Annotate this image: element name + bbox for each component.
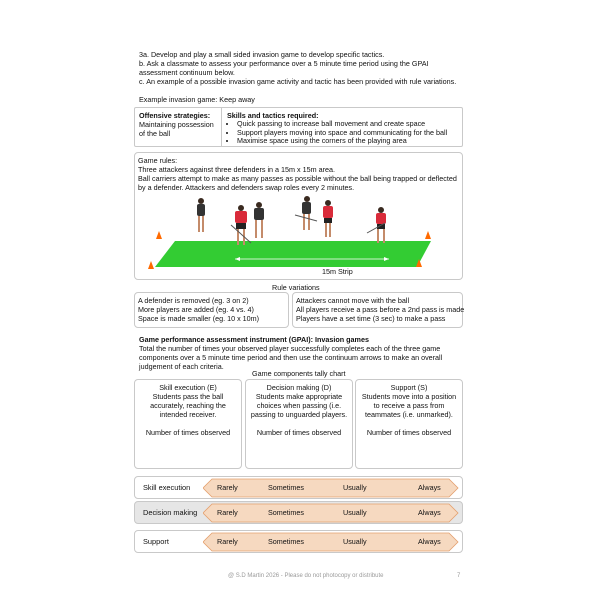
intro-line-c: c. An example of a possible invasion game activity and tactic has been provided with rule variations.: [139, 77, 457, 86]
level-always[interactable]: Always: [418, 537, 441, 546]
skills-heading: Skills and tactics required:: [227, 111, 319, 120]
skills-item: • Maximise space using the corners of the playing area: [237, 137, 447, 146]
strategies-text-1: Maintaining possession: [139, 120, 214, 129]
rule-variation: More players are added (eg. 4 vs. 4): [138, 305, 254, 314]
level-rarely[interactable]: Rarely: [217, 537, 238, 546]
tally-title-skill: Skill execution (E): [159, 383, 217, 392]
tally-desc: teammates (i.e. unmarked).: [365, 410, 453, 419]
continuum-row-skill-execution: [134, 476, 463, 499]
tally-desc: intended receiver.: [159, 410, 217, 419]
tally-desc: choices when passing (i.e.: [256, 401, 342, 410]
intro: [139, 50, 456, 86]
tally-title: Game components tally chart: [252, 369, 346, 378]
level-sometimes[interactable]: Sometimes: [268, 537, 304, 546]
level-usually[interactable]: Usually: [343, 537, 367, 546]
divider: [221, 108, 222, 146]
rule-variations-right: [292, 292, 463, 328]
continuum-label: Decision making: [143, 508, 198, 517]
game-rules-heading: Game rules:: [138, 156, 178, 165]
rule-variation: Space is made smaller (eg. 10 x 10m): [138, 314, 260, 323]
gpai-heading: Game performance assessment instrument (GPAI): Invasion games: [139, 335, 369, 344]
tally-title-support: Support (S): [390, 383, 428, 392]
cone-icon: [148, 261, 154, 269]
tally-box-support: [355, 379, 463, 469]
continuum-label: Support: [143, 537, 169, 546]
rule-variations-left: [134, 292, 289, 328]
tally-desc: to receive a pass from: [373, 401, 445, 410]
game-rules-text: [138, 156, 457, 192]
skills-item: • Quick passing to increase ball movement and create space: [237, 120, 447, 129]
skills-tactics: [227, 111, 447, 146]
tally-observed: Number of times observed: [366, 428, 452, 437]
rule-variation: Attackers cannot move with the ball: [296, 296, 410, 305]
tally-desc: Students make appropriate: [255, 392, 343, 401]
continuum-label: Skill execution: [143, 483, 191, 492]
gpai-line-3: judgement of each criteria.: [139, 362, 224, 371]
cone-icon: [425, 231, 431, 239]
tally-desc: Students move into a position: [361, 392, 457, 401]
continuum-row-support: [134, 530, 463, 553]
gpai-line-2: components over a 5 minute time period and then use the continuum arrows to make an overall: [139, 353, 443, 362]
rule-variations-title: Rule variations: [272, 283, 320, 292]
tally-desc: accurately, reaching the: [150, 401, 226, 410]
level-always[interactable]: Always: [418, 483, 441, 492]
tally-title-decision: Decision making (D): [266, 383, 332, 392]
game-rules-line-1: Three attackers against three defenders in a 15m x 15m area.: [138, 165, 335, 174]
tally-desc: passing to unguarded players.: [250, 410, 348, 419]
level-sometimes[interactable]: Sometimes: [268, 483, 304, 492]
gpai-line-1: Total the number of times your observed player successfully completes each of the three game: [139, 344, 441, 353]
rule-variation: Players have a set time (3 sec) to make a pass: [296, 314, 446, 323]
offensive-strategies: [139, 111, 214, 138]
intro-line-a: 3a. Develop and play a small sided invasion game to develop specific tactics.: [139, 50, 385, 59]
continuum-row-decision-making: [134, 501, 463, 524]
strategies-box: [134, 107, 463, 147]
strip-label: 15m Strip: [322, 267, 353, 276]
strategies-text-2: of the ball: [139, 129, 171, 138]
skills-item: • Support players moving into space and communicating for the ball: [237, 129, 447, 138]
game-rules-line-3: by a defender. Attackers and defenders swap roles every 2 minutes.: [138, 183, 355, 192]
strategies-heading: Offensive strategies:: [139, 111, 211, 120]
level-rarely[interactable]: Rarely: [217, 483, 238, 492]
rule-variation: All players receive a pass before a 2nd pass is made: [296, 305, 465, 314]
skills-list: [227, 120, 447, 146]
footer-copyright: @ S.D Martin 2026 - Please do not photocopy or distribute: [228, 573, 384, 579]
tally-desc: Students pass the ball: [152, 392, 224, 401]
tally-observed: Number of times observed: [256, 428, 342, 437]
pitch-illustration: [135, 193, 462, 279]
level-sometimes[interactable]: Sometimes: [268, 508, 304, 517]
page-number: 7: [457, 573, 461, 579]
pitch: [155, 241, 431, 267]
intro-line-b: b. Ask a classmate to assess your performance over a 5 minute time period using the GPAI: [139, 59, 429, 68]
level-usually[interactable]: Usually: [343, 508, 367, 517]
rule-variation: A defender is removed (eg. 3 on 2): [138, 296, 249, 305]
game-rules-line-2: Ball carriers attempt to make as many passes as possible without the ball being trapped or deflected: [138, 174, 457, 183]
tally-box-decision-making: [245, 379, 353, 469]
level-rarely[interactable]: Rarely: [217, 508, 238, 517]
tally-observed: Number of times observed: [145, 428, 231, 437]
intro-line-b2: assessment continuum below.: [139, 68, 235, 77]
example-title: Example invasion game: Keep away: [139, 95, 255, 104]
tally-box-skill-execution: [134, 379, 242, 469]
game-rules-box: [134, 152, 463, 280]
cone-icon: [156, 231, 162, 239]
gpai-section: [139, 335, 442, 371]
level-usually[interactable]: Usually: [343, 483, 367, 492]
level-always[interactable]: Always: [418, 508, 441, 517]
players-icon: [197, 196, 386, 245]
